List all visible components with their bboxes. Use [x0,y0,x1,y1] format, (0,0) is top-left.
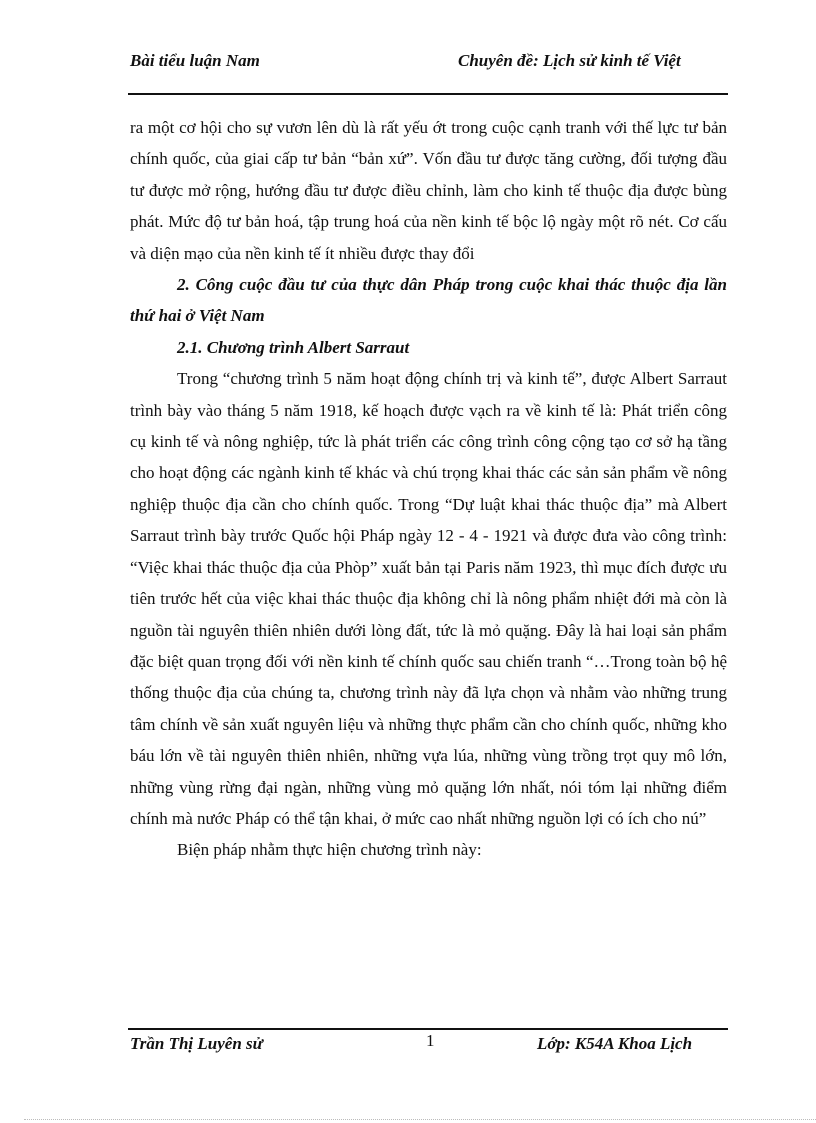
footer-author: Trần Thị Luyên sử [130,1034,263,1053]
paragraph-measures: Biện pháp nhằm thực hiện chương trình này: [177,840,482,860]
subsection-heading: 2.1. Chương trình Albert Sarraut [177,337,410,357]
footer-class: Lớp: K54A Khoa Lịch [537,1034,693,1053]
header-title-right: Chuyên đề: Lịch sử kinh tế Việt [458,51,681,70]
paragraph-main: Trong “chương trình 5 năm hoạt động chính trị và kinh tế”, được Albert Sarraut trình bày vào tháng 5 năm 1918, kế hoạch được vạch ra về kinh tế là: Phát triển công cụ kinh tế và nông nghiệp, tức là phát triển các công trình công cộng tạo cơ sở hạ tầng cho hoạt động các ngành kinh tế khác và chú trọng khai thác các sản sản phẩm về nông nghiệp thuộc địa cần cho chính quốc. Trong “Dự luật khai thác thuộc địa” mà Albert Sarraut trình bày trước Quốc hội Pháp ngày 12 - 4 - 1921 và được đưa vào công trình: “Việc khai thác thuộc địa của Phòp” xuất bản tại Paris năm 1923, thì mục đích được ưu tiên trước hết của việc khai thác thuộc địa không chỉ là nông phẩm nhiệt đới mà còn là nguồn tài nguyên thiên nhiên dưới lòng đất, tức là mỏ quặng. Đây là hai loại sản phẩm đặc biệt quan trọng đối với nền kinh tế chính quốc sau chiến tranh “…Trong toàn bộ hệ thống thuộc địa của chúng ta, chương trình này đã lựa chọn và nhằm vào những trung tâm chính về sản xuất nguyên liệu và những thực phẩm cần cho chính quốc, những kho báu lớn về tài nguyên thiên nhiên, những vựa lúa, những vùng trồng trọt quy mô lớn, những vùng rừng đại ngàn, những vùng mỏ quặng lớn nhất, nói tóm lại những điểm chính mà nước Pháp có thể tận khai, ở mức cao nhất những nguồn lợi có ích cho nú” [130,369,727,828]
section-heading: 2. Công cuộc đầu tư của thực dân Pháp trong cuộc khai thác thuộc địa lần thứ hai ở Việt Nam [130,275,727,326]
document-body [130,112,727,866]
paragraph-continuation: ra một cơ hội cho sự vươn lên dù là rất yếu ớt trong cuộc cạnh tranh với thế lực tư bản chính quốc, của giai cấp tư bản “bản xứ”. Vốn đầu tư được tăng cường, đối tượng đầu tư được mở rộng, hướng đầu tư được điều chỉnh, làm cho kinh tế thuộc địa được bùng phát. Mức độ tư bản hoá, tập trung hoá của nền kinh tế bộc lộ ngày một rõ nét. Cơ cấu và diện mạo của nền kinh tế ít nhiều được thay đổi [130,118,727,263]
page-edge-divider [24,1119,816,1120]
header-divider [128,93,728,95]
page-number: 1 [426,1031,435,1050]
header-title-left: Bài tiểu luận Nam [130,51,260,70]
